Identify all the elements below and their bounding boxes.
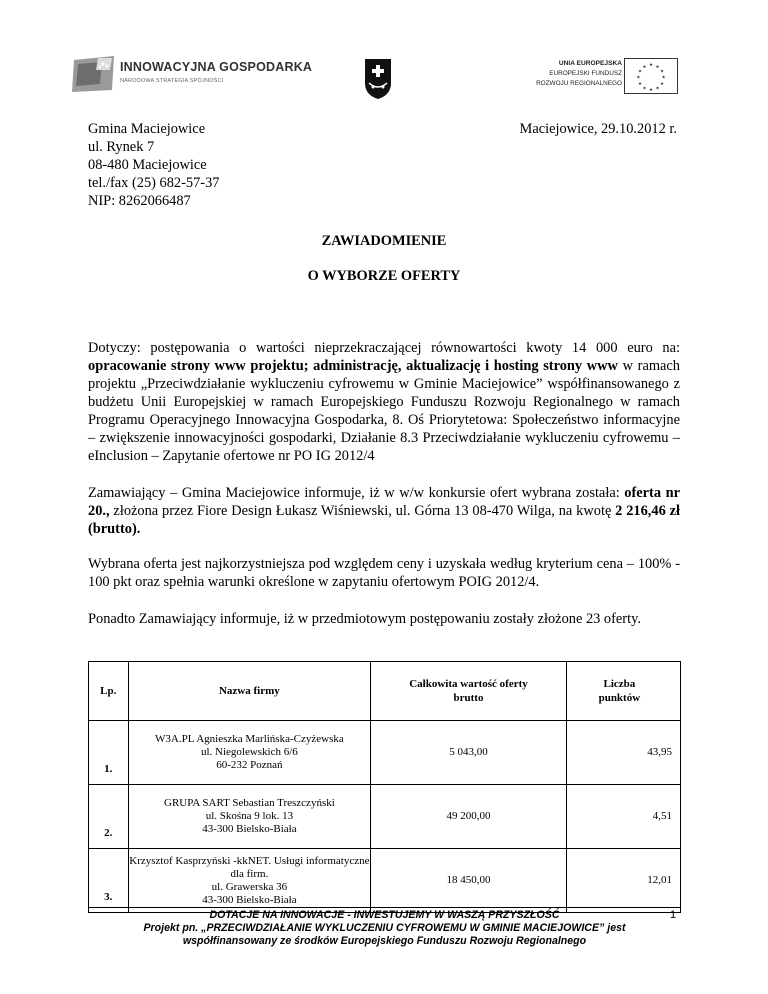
svg-text:★: ★ — [659, 69, 665, 75]
row-lp: 1. — [89, 721, 129, 785]
svg-text:★: ★ — [637, 69, 643, 75]
selected-offer-number: oferta nr 20., — [88, 485, 680, 519]
firm-line: ul. Skośna 9 lok. 13 — [205, 810, 294, 822]
row-points: 43,95 — [566, 721, 680, 785]
ig-flag-icon — [72, 54, 116, 94]
firm-line: 43-300 Bielsko-Biała — [202, 823, 297, 835]
maciejowice-crest-icon — [361, 57, 395, 101]
paragraph-offer-count: Ponadto Zamawiający informuje, iż w przedmiotowym postępowaniu zostały złożone 23 oferty. — [88, 611, 641, 627]
subject-intro: Dotyczy: postępowania o wartości nieprzekraczającej równowartości kwoty 14 000 euro na: — [88, 340, 680, 356]
eu-flag-icon — [624, 58, 678, 94]
header-points — [566, 662, 680, 721]
row-firm — [128, 721, 371, 785]
eu-logo-text — [536, 59, 622, 89]
eu-logo-line2: EUROPEJSKI FUNDUSZ — [549, 70, 622, 77]
header-value — [371, 662, 567, 721]
row-lp: 2. — [89, 785, 129, 849]
svg-text:★: ★ — [648, 88, 654, 94]
firm-line: Krzysztof Kasprzyński -kkNET. Usługi informatyczne — [129, 854, 370, 867]
row-points: 12,01 — [566, 849, 680, 913]
header-points-line2: punktów — [598, 692, 641, 704]
sender-nip: NIP: 8262066487 — [88, 193, 191, 209]
sender-address — [88, 120, 219, 210]
innowacyjna-gospodarka-logo — [72, 52, 313, 96]
footer-line1: DOTACJE NA INNOWACJE - INWESTUJEMY W WASZĄ PRZYSZŁOŚĆ — [209, 909, 560, 921]
table-header-row — [89, 662, 681, 721]
svg-text:★: ★ — [637, 81, 643, 87]
firm-line: 43-300 Bielsko-Biała — [202, 893, 297, 906]
page-number: 1 — [670, 909, 677, 921]
firm-line: W3A.PL Agnieszka Marlińska-Czyżewska — [155, 733, 344, 745]
subject-rest: w ramach projektu „Przeciwdziałanie wykluczeniu cyfrowemu w Gminie Maciejowice” współfinansowanego z budżetu Unii Europejskiej w ramach Europejskiego Funduszu Rozwoju Regionalnego w ramach Programu Operacyjnego Innowacyjna Gospodarka, 8. Oś Priorytetowa: Społeczeństwo informacyjne – zwiększenie innowacyjności gospodarki, Działanie 8.3 Przeciwdziałanie wykluczeniu cyfrowemu – eInclusion – Zapytanie ofertowe nr PO IG 2012/4 — [88, 358, 680, 464]
row-value: 18 450,00 — [371, 849, 567, 913]
svg-text:★: ★ — [659, 81, 665, 87]
row-points: 4,51 — [566, 785, 680, 849]
letter-date: Maciejowice, 29.10.2012 r. — [519, 121, 677, 137]
sender-city: 08-480 Maciejowice — [88, 157, 207, 173]
firm-line: GRUPA SART Sebastian Treszczyński — [164, 797, 335, 809]
sender-name: Gmina Maciejowice — [88, 121, 206, 137]
ig-logo-title: INNOWACYJNA GOSPODARKA — [120, 60, 313, 74]
eu-logo-line3: ROZWOJU REGIONALNEGO — [536, 80, 622, 87]
row-firm — [128, 849, 371, 913]
row-value: 49 200,00 — [371, 785, 567, 849]
header-points-line1: Liczba — [603, 678, 636, 690]
svg-text:★: ★ — [636, 75, 641, 81]
paragraph-subject — [88, 339, 680, 465]
eu-logo-line1: UNIA EUROPEJSKA — [558, 60, 622, 67]
svg-text:★: ★ — [655, 86, 660, 92]
ig-logo-subtitle: NARODOWA STRATEGIA SPÓJNOŚCI — [120, 78, 224, 84]
selection-company: złożona przez Fiore Design Łukasz Wiśniewski, ul. Górna 13 08-470 Wilga, na kwotę — [109, 503, 616, 519]
paragraph-selection — [88, 484, 680, 538]
firm-line: ul. Niegolewskich 6/6 — [200, 746, 298, 758]
row-lp: 3. — [89, 849, 129, 913]
footer-divider — [88, 907, 681, 908]
header-lp: Lp. — [89, 662, 129, 721]
svg-text:★: ★ — [661, 75, 666, 81]
selected-offer-amount: 2 216,46 zł (brutto). — [88, 503, 680, 537]
table-row — [89, 785, 681, 849]
table-row — [89, 849, 681, 913]
selection-intro: Zamawiający – Gmina Maciejowice informuje, iż w w/w konkursie ofert wybrana została: — [88, 485, 625, 501]
row-value: 5 043,00 — [371, 721, 567, 785]
subject-bold: opracowanie strony www projektu; administrację, aktualizację i hosting strony www — [88, 358, 618, 374]
offers-table — [88, 661, 681, 913]
firm-line: ul. Grawerska 36 — [211, 880, 288, 893]
eu-erdf-logo — [506, 58, 678, 94]
firm-line: dla firm. — [230, 867, 269, 880]
svg-text:★: ★ — [642, 86, 647, 92]
header-value-line1: Całkowita wartość oferty — [409, 678, 528, 690]
paragraph-justification: Wybrana oferta jest najkorzystniejsza pod względem ceny i uzyskała według kryterium cena – 100% - 100 pkt oraz spełnia warunki określone w zapytaniu ofertowym POIG 2012/4. — [88, 556, 680, 590]
row-firm — [128, 785, 371, 849]
document-title: ZAWIADOMIENIE — [321, 233, 447, 249]
sender-phone: tel./fax (25) 682-57-37 — [88, 175, 220, 191]
svg-text:★: ★ — [648, 63, 654, 68]
header-value-line2: brutto — [453, 692, 484, 704]
document-subtitle: O WYBORZE OFERTY — [307, 268, 461, 284]
footer-text — [88, 909, 681, 948]
firm-line: 60-232 Poznań — [216, 759, 283, 771]
sender-street: ul. Rynek 7 — [88, 139, 155, 155]
footer-line2: Projekt pn. „PRZECIWDZIAŁANIE WYKLUCZENIU CYFROWEMU W GMINIE MACIEJOWICE” jest — [143, 922, 626, 934]
svg-text:★: ★ — [655, 64, 660, 70]
header-firm: Nazwa firmy — [128, 662, 371, 721]
table-row — [89, 721, 681, 785]
svg-text:★: ★ — [642, 64, 647, 70]
footer-line3: współfinansowany ze środków Europejskiego Funduszu Rozwoju Regionalnego — [182, 935, 587, 947]
